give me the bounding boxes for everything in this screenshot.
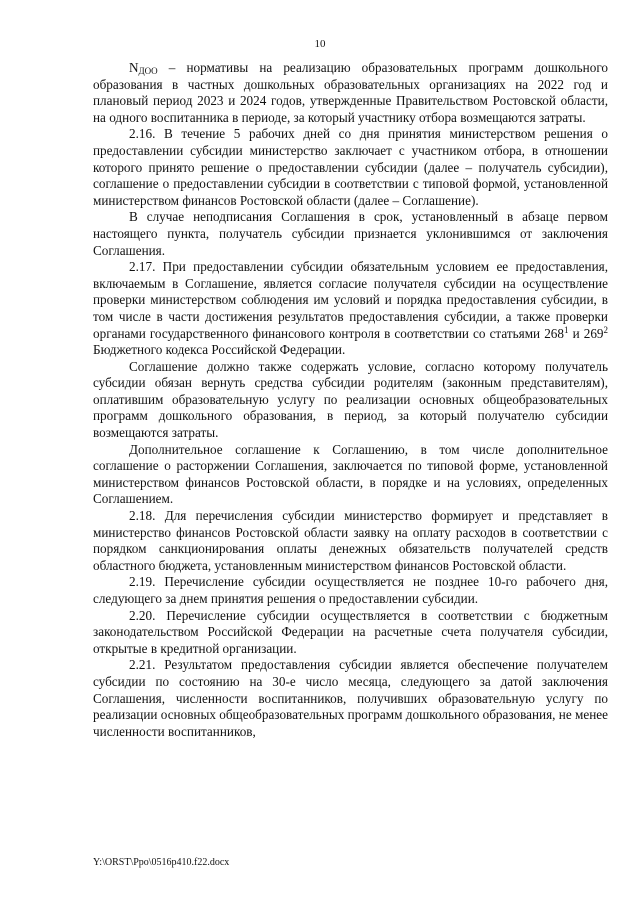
norm-symbol-subscript: ДОО [138,66,158,76]
paragraph-2-17-text-c: Бюджетного кодекса Российской Федерации. [93,342,346,358]
paragraph-2-18: 2.18. Для перечисления субсидии министерство формирует и представляет в министерство финансов Ростовской области заявку на оплату расходов в соответствии с порядком санкционирования оплаты денежных обязательств получателей средств областного бюджета, установленным министерством финансов Ростовской области. [93,508,608,573]
footer-file-path: Y:\ORST\Ppo\0516p410.f22.docx [93,857,230,868]
paragraph-norms-definition [93,60,608,126]
paragraph-2-19: 2.19. Перечисление субсидии осуществляется не позднее 10-го рабочего дня, следующего за днем принятия решения о предоставлении субсидии. [93,574,608,606]
page-number: 10 [314,38,326,50]
paragraph-2-17 [93,259,608,359]
article-268-superscript: 1 [563,324,569,335]
paragraph-2-17-text-a: 2.17. При предоставлении субсидии обязательным условием ее предоставления, включаемым в Соглашение, является согласие получателя субсидии на осуществление проверки министерством соблюдения им условий и порядка предоставления субсидии, в том числе в части достижения результатов предоставления субсидии, а также проверки органами государственного финансового контроля в соответствии со статьями 268 [93,259,608,341]
document-body [93,60,608,740]
paragraph-refund-condition: Соглашение должно также содержать условие, согласно которому получатель субсидии обязан вернуть средства субсидии родителям (законным представителям), оплатившим образовательную услугу по реализации основных общеобразовательных программ дошкольного образования, в период, за который получателю субсидии возмещаются затраты. [93,358,608,441]
norms-definition-text: – нормативы на реализацию образовательных программ дошкольного образования в частных дошкольных образовательных организациях на 2022 год и плановый период 2023 и 2024 годов, утвержденные Правительством Ростовской области, на одного воспитанника в периоде, за который участнику отбора возмещаются затраты. [93,60,608,125]
paragraph-2-20: 2.20. Перечисление субсидии осуществляется в соответствии с бюджетным законодательством Российской Федерации на расчетные счета получателя субсидии, открытые в кредитной организации. [93,607,608,656]
paragraph-additional-agreement: Дополнительное соглашение к Соглашению, в том числе дополнительное соглашение о расторжении Соглашения, заключается по типовой форме, установленной министерством финансов Ростовской области, в порядке и на условиях, определенных Соглашением. [93,441,608,507]
paragraph-2-17-text-b: и 269 [568,325,604,341]
paragraph-non-signing: В случае неподписания Соглашения в срок, установленный в абзаце первом настоящего пункта, получатель субсидии признается уклонившимся от заключения Соглашения. [93,209,608,258]
norm-symbol: N [129,60,139,75]
paragraph-2-16: 2.16. В течение 5 рабочих дней со дня принятия министерством решения о предоставлении субсидии министерство заключает с участником отбора, в отношении которого принято решение о предоставлении субсидии (далее – получатель субсидии), соглашение о предоставлении субсидии в соответствии с типовой формой, установленной министерством финансов Ростовской области (далее – Соглашение). [93,126,608,208]
paragraph-2-21: 2.21. Результатом предоставления субсидии является обеспечение получателем субсидии по состоянию на 30-е число месяца, следующего за датой заключения Соглашения, численности воспитанников, получивших образовательную услугу по реализации основных общеобразовательных программ дошкольного образования, не менее численности воспитанников, [93,657,608,739]
article-269-superscript: 2 [603,324,609,335]
